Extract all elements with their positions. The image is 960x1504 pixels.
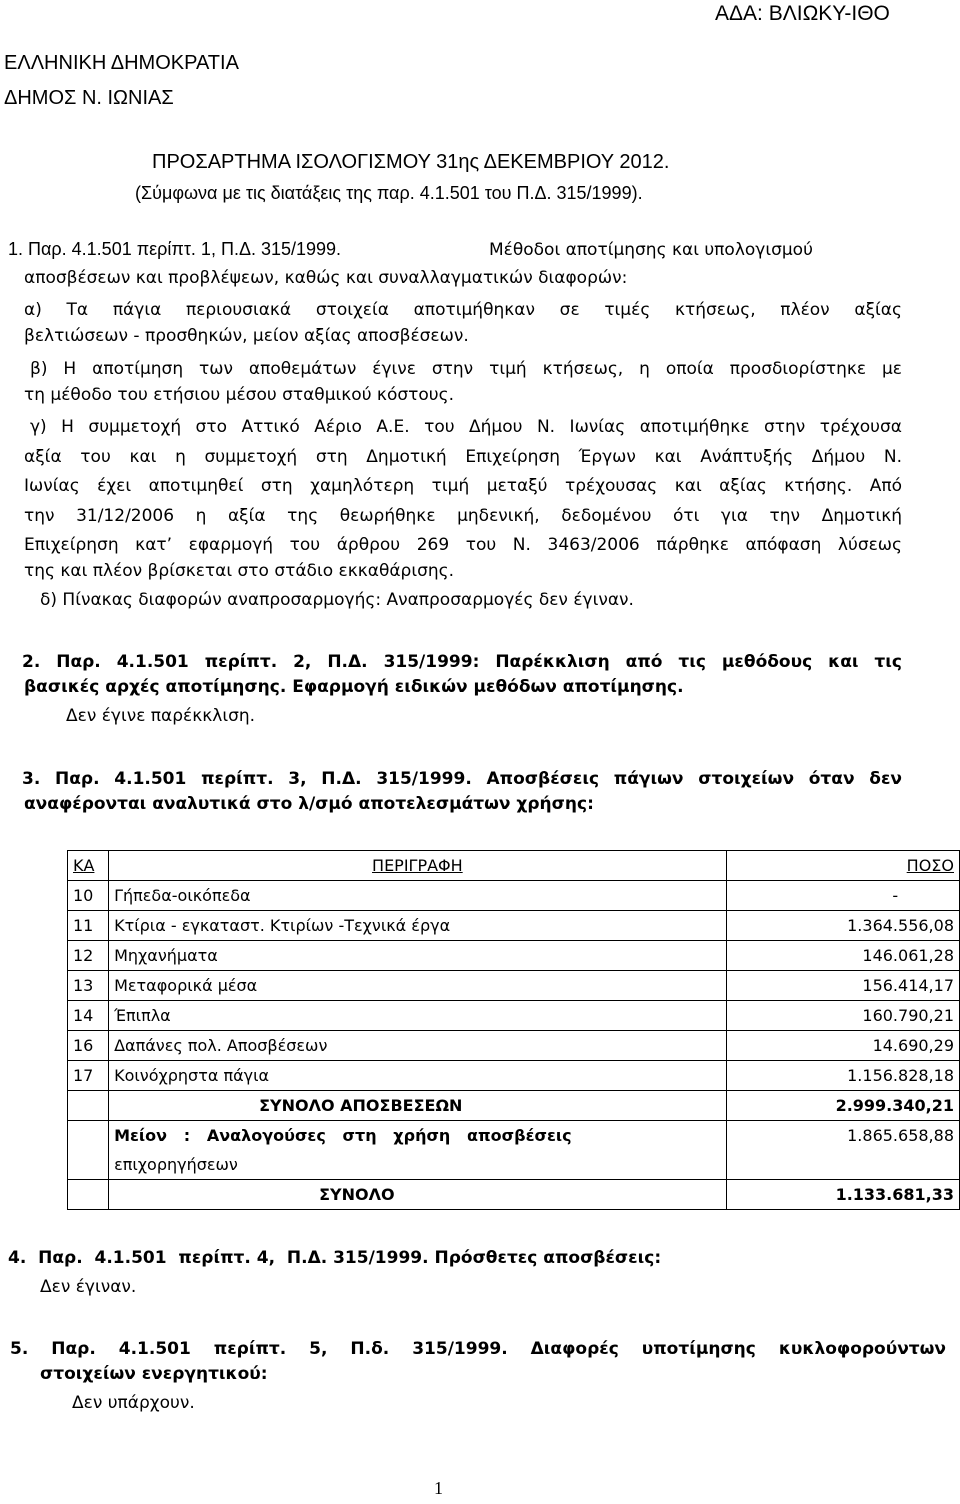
- section5-line3: Δεν υπάρχουν.: [72, 1393, 195, 1413]
- less-label-line2: επιχορηγήσεων: [114, 1155, 238, 1174]
- section1-c-line1: γ) Η συμμετοχή στο Αττικό Αέριο Α.Ε. του Δήμου Ν. Ιωνίας αποτιμήθηκε στην τρέχουσα: [30, 417, 902, 437]
- row-code: 17: [68, 1061, 109, 1091]
- less-label: [109, 1121, 727, 1180]
- row-description: Κτίρια - εγκαταστ. Κτιρίων -Τεχνικά έργα: [109, 911, 727, 941]
- table-row: [68, 911, 960, 941]
- row-code: 16: [68, 1031, 109, 1061]
- row-amount: 160.790,21: [726, 1001, 959, 1031]
- section2-line3: Δεν έγινε παρέκκλιση.: [66, 706, 256, 726]
- row-amount: 1.156.828,18: [726, 1061, 959, 1091]
- section1-a-line2: βελτιώσεων - προσθηκών, μείον αξίας αποσβέσεων.: [24, 326, 469, 346]
- row-amount: -: [726, 881, 959, 911]
- table-row: [68, 1031, 960, 1061]
- table-row: [68, 1001, 960, 1031]
- row-amount: 1.364.556,08: [726, 911, 959, 941]
- header-description: ΠΕΡΙΓΡΑΦΗ: [109, 851, 727, 881]
- row-code: 12: [68, 941, 109, 971]
- section1-c-line5: Επιχείρηση κατ’ εφαρμογή του άρθρου 269 του Ν. 3463/2006 πάρθηκε απόφαση λύσεως: [24, 535, 902, 555]
- section4-line2: Δεν έγιναν.: [40, 1277, 137, 1297]
- row-description: Γήπεδα-οικόπεδα: [109, 881, 727, 911]
- less-value: 1.865.658,88: [726, 1121, 959, 1180]
- section5-line1: 5. Παρ. 4.1.501 περίπτ. 5, Π.δ. 315/1999. Διαφορές υποτίμησης κυκλοφορούντων: [10, 1339, 946, 1359]
- section4-line1: 4. Παρ. 4.1.501 περίπτ. 4, Π.Δ. 315/1999. Πρόσθετες αποσβέσεις:: [8, 1248, 662, 1268]
- row-description: Έπιπλα: [109, 1001, 727, 1031]
- net-value: 1.133.681,33: [726, 1180, 959, 1210]
- ada-code: ΑΔΑ: ΒΛΙΩΚΥ-ΙΘΟ: [715, 2, 890, 25]
- less-label-line1: Μείον : Αναλογούσες στη χρήση αποσβέσεις: [114, 1126, 572, 1145]
- total-row: [68, 1091, 960, 1121]
- less-row: [68, 1121, 960, 1180]
- net-row: [68, 1180, 960, 1210]
- header-code: ΚΑ: [68, 851, 109, 881]
- section3-line1: 3. Παρ. 4.1.501 περίπτ. 3, Π.Δ. 315/1999. Αποσβέσεις πάγιων στοιχείων όταν δεν: [22, 769, 902, 789]
- header-republic: ΕΛΛΗΝΙΚΗ ΔΗΜΟΚΡΑΤΙΑ: [4, 52, 239, 74]
- section2-line2: βασικές αρχές αποτίμησης. Εφαρμογή ειδικών μεθόδων αποτίμησης.: [24, 677, 684, 697]
- section1-a-line1: α) Τα πάγια περιουσιακά στοιχεία αποτιμήθηκαν σε τιμές κτήσεως, πλέον αξίας: [24, 300, 902, 320]
- net-label: ΣΥΝΟΛΟ: [109, 1180, 727, 1210]
- section1-d-line1: δ) Πίνακας διαφορών αναπροσαρμογής: Αναπροσαρμογές δεν έγιναν.: [40, 590, 634, 610]
- section1-heading: Μέθοδοι αποτίμησης και υπολογισμού: [489, 240, 813, 260]
- row-amount: 146.061,28: [726, 941, 959, 971]
- row-description: Δαπάνες πολ. Αποσβέσεων: [109, 1031, 727, 1061]
- table-row: [68, 971, 960, 1001]
- table-header-row: [68, 851, 960, 881]
- page-number: 1: [434, 1478, 443, 1498]
- section3-line2: αναφέρονται αναλυτικά στο λ/σμό αποτελεσμάτων χρήσης:: [24, 794, 594, 814]
- total-value: 2.999.340,21: [726, 1091, 959, 1121]
- page-title: ΠΡΟΣΑΡΤΗΜΑ ΙΣΟΛΟΓΙΣΜΟΥ 31ης ΔΕΚΕΜΒΡΙΟΥ 2012.: [152, 151, 670, 173]
- header-amount: ΠΟΣΟ: [726, 851, 959, 881]
- section1-c-line6: της και πλέον βρίσκεται στο στάδιο εκκαθάρισης.: [24, 561, 455, 581]
- row-code: 13: [68, 971, 109, 1001]
- header-municipality: ΔΗΜΟΣ Ν. ΙΩΝΙΑΣ: [4, 87, 174, 109]
- row-amount: 14.690,29: [726, 1031, 959, 1061]
- row-code: 10: [68, 881, 109, 911]
- row-description: Μεταφορικά μέσα: [109, 971, 727, 1001]
- section1-b-line2: τη μέθοδο του ετήσιου μέσου σταθμικού κόστους.: [24, 385, 454, 405]
- section2-line1: 2. Παρ. 4.1.501 περίπτ. 2, Π.Δ. 315/1999: Παρέκκλιση από τις μεθόδους και τις: [22, 652, 902, 672]
- table-row: [68, 941, 960, 971]
- page-subtitle: (Σύμφωνα με τις διατάξεις της παρ. 4.1.501 του Π.Δ. 315/1999).: [135, 183, 643, 203]
- table-row: [68, 881, 960, 911]
- section1-c-line2: αξία του και η συμμετοχή στη Δημοτική Επιχείρηση Έργων και Ανάπτυξής Δήμου Ν.: [24, 447, 902, 467]
- row-amount: 156.414,17: [726, 971, 959, 1001]
- row-description: Κοινόχρηστα πάγια: [109, 1061, 727, 1091]
- section5-line2: στοιχείων ενεργητικού:: [40, 1364, 268, 1384]
- section1-b-line1: β) Η αποτίμηση των αποθεμάτων έγινε στην τιμή κτήσεως, η οποία προσδιορίστηκε με: [30, 359, 902, 379]
- depreciation-table: [67, 850, 960, 1210]
- section1-ref: 1. Παρ. 4.1.501 περίπτ. 1, Π.Δ. 315/1999.: [8, 239, 342, 259]
- table-row: [68, 1061, 960, 1091]
- section1-c-line3: Ιωνίας έχει αποτιμηθεί στη χαμηλότερη τιμή μεταξύ τρέχουσας και αξίας κτήσης. Από: [24, 476, 902, 496]
- section1-c-line4: την 31/12/2006 η αξία της θεωρήθηκε μηδενική, δεδομένου ότι για την Δημοτική: [24, 506, 902, 526]
- row-description: Μηχανήματα: [109, 941, 727, 971]
- total-label: ΣΥΝΟΛΟ ΑΠΟΣΒΕΣΕΩΝ: [109, 1091, 727, 1121]
- row-code: 14: [68, 1001, 109, 1031]
- section1-heading-cont: αποσβέσεων και προβλέψεων, καθώς και συναλλαγματικών διαφορών:: [24, 268, 628, 288]
- row-code: 11: [68, 911, 109, 941]
